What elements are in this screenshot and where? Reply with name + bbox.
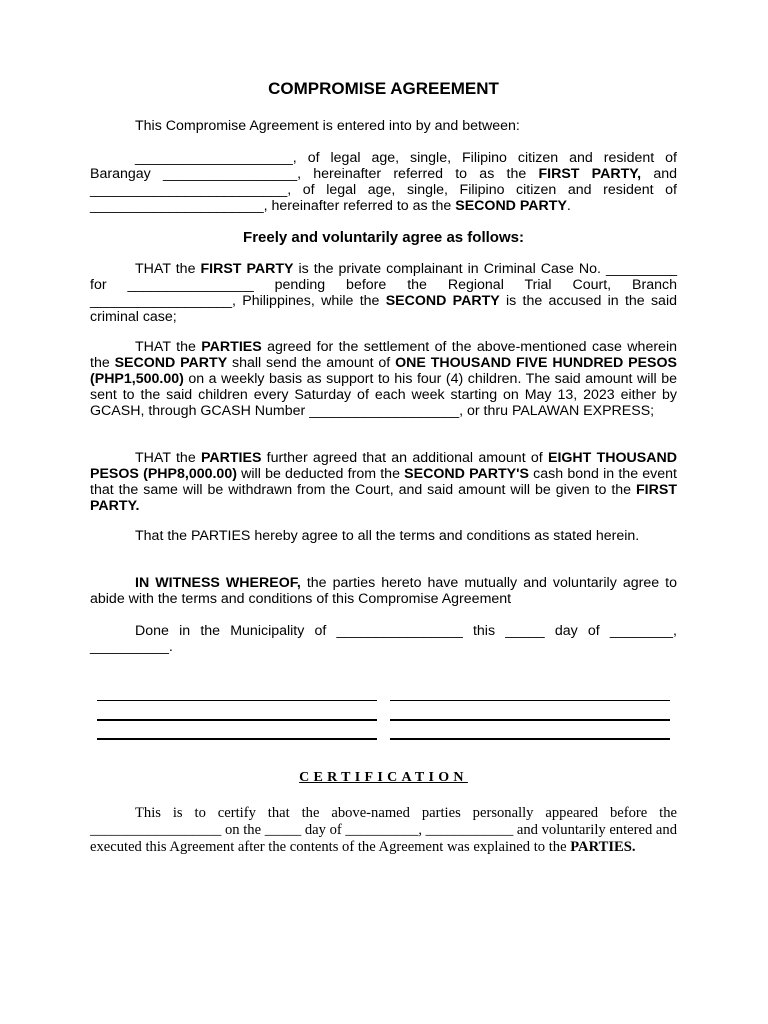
first-party-residence-line: Barangay _________________, hereinafter referred to as the FIRST PARTY, and: [90, 166, 677, 182]
certification-title: CERTIFICATION: [299, 770, 468, 785]
clause-first-party: THAT the FIRST PARTY is the private complainant in Criminal Case No. _________ for ________________ pending before the Regional Trial Court, Branch __________________, Philippines, while the SECOND PARTY is the accused in the said criminal case;: [90, 261, 677, 325]
first-party-label: FIRST PARTY,: [538, 166, 642, 182]
second-party-label: SECOND PARTY: [455, 198, 567, 214]
document-title: COMPROMISE AGREEMENT: [268, 79, 499, 98]
clause-support-payment: THAT the PARTIES agreed for the settlement of the above-mentioned case wherein the SECOND PARTY shall send the amount of ONE THOUSAND FIVE HUNDRED PESOS (PHP1,500.00) on a weekly basis as support to his four (4) children. The said amount will be sent to the said children every Saturday of each week starting on May 13, 2023 either by GCASH, through GCASH Number ___________________, or thru PALAWAN EXPRESS;: [90, 339, 678, 419]
signature-line: [97, 700, 377, 701]
parties-paragraph: [90, 150, 677, 214]
clause-terms: That the PARTIES hereby agree to all the terms and conditions as stated herein.: [135, 528, 640, 544]
agreement-subheading: Freely and voluntarily agree as follows:: [243, 229, 524, 246]
second-party-residence-line: ______________________, hereinafter referred to as the SECOND PARTY.: [90, 198, 571, 214]
clause-cash-bond: THAT the PARTIES further agreed that an additional amount of EIGHT THOUSAND PESOS (PHP8,000.00) will be deducted from the SECOND PARTY'S cash bond in the event that the same will be withdrawn from the Court, and said amount will be given to the FIRST PARTY.: [90, 450, 677, 514]
intro-paragraph: This Compromise Agreement is entered into by and between:: [135, 118, 520, 134]
witness-paragraph: IN WITNESS WHEREOF, the parties hereto have mutually and voluntarily agree to abide with the terms and conditions of this Compromise Agreement: [90, 575, 677, 607]
done-paragraph: Done in the Municipality of ________________ this _____ day of ________, __________.: [90, 623, 677, 655]
signature-line: [97, 738, 377, 740]
certification-paragraph: This is to certify that the above-named parties personally appeared before the __________________ on the _____ day of __________, ____________ and voluntarily entered and executed this Agreement after the contents of the Agreement was explained to the PARTIES.: [90, 805, 677, 855]
signature-line: [97, 719, 377, 721]
second-party-name-line: _________________________, of legal age, single, Filipino citizen and resident of: [90, 182, 677, 198]
signature-line: [390, 738, 670, 740]
signature-line: [390, 719, 670, 721]
signature-line: [390, 700, 670, 701]
first-party-name-line: ____________________, of legal age, single, Filipino citizen and resident of: [135, 150, 677, 166]
